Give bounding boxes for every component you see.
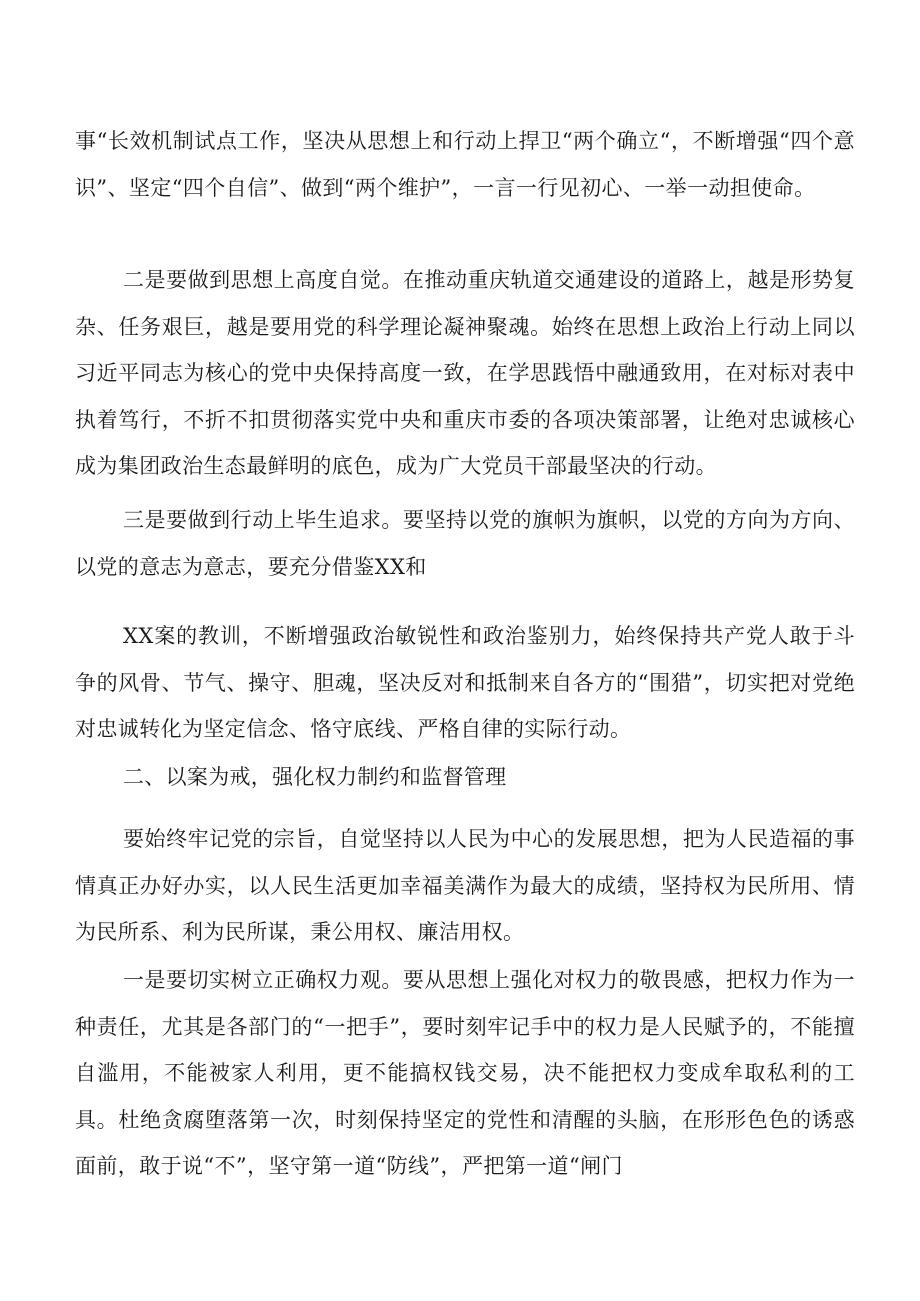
paragraph-continuation: 事“长效机制试点工作，坚决从思想上和行动上捍卫“两个确立“，不断增强“四个意识”、坚定“四个自信”、做到“两个维护”，一言一行见初心、一举一动担使命。 [75,129,855,200]
section-heading: 二、以案为戒，强化权力制约和监督管理 [123,765,507,789]
paragraph-party-purpose: 要始终牢记党的宗旨，自觉坚持以人民为中心的发展思想，把为人民造福的事情真正办好办实，以人民生活更加幸福美满作为最大的成绩，坚持权为民所用、情为民所系、利为民所谋，秉公用权、廉洁用权。 [75,827,855,944]
paragraph-case-lessons: XX案的教训，不断增强政治敏锐性和政治鉴别力，始终保持共产党人敢于斗争的风骨、节气、操守、胆魂，坚决反对和抵制来自各方的“围猎”，切实把对党绝对忠诚转化为坚定信念、恪守底线、严格自律的实际行动。 [75,624,855,741]
paragraph-thought-awareness: 二是要做到思想上高度自觉。在推动重庆轨道交通建设的道路上，越是形势复杂、任务艰巨，越是要用党的科学理论凝神聚魂。始终在思想上政治上行动上同以习近平同志为核心的党中央保持高度一致，在学思践悟中融通致用，在对标对表中执着笃行，不折不扣贯彻落实党中央和重庆市委的各项决策部署，让绝对忠诚核心成为集团政治生态最鲜明的底色，成为广大党员干部最坚决的行动。 [75,268,855,478]
paragraph-power-view: 一是要切实树立正确权力观。要从思想上强化对权力的敬畏感，把权力作为一种责任，尤其是各部门的“一把手”，要时刻牢记手中的权力是人民赋予的，不能擅自滥用，不能被家人利用，更不能搞权钱交易，决不能把权力变成牟取私利的工具。杜绝贪腐堕落第一次，时刻保持坚定的党性和清醒的头脑，在形形色色的诱惑面前，敢于说“不”，坚守第一道“防线”，严把第一道“闸门 [75,968,855,1178]
paragraph-lifelong-pursuit: 三是要做到行动上毕生追求。要坚持以党的旗帜为旗帜，以党的方向为方向、以党的意志为意志，要充分借鉴XX和 [75,508,855,579]
